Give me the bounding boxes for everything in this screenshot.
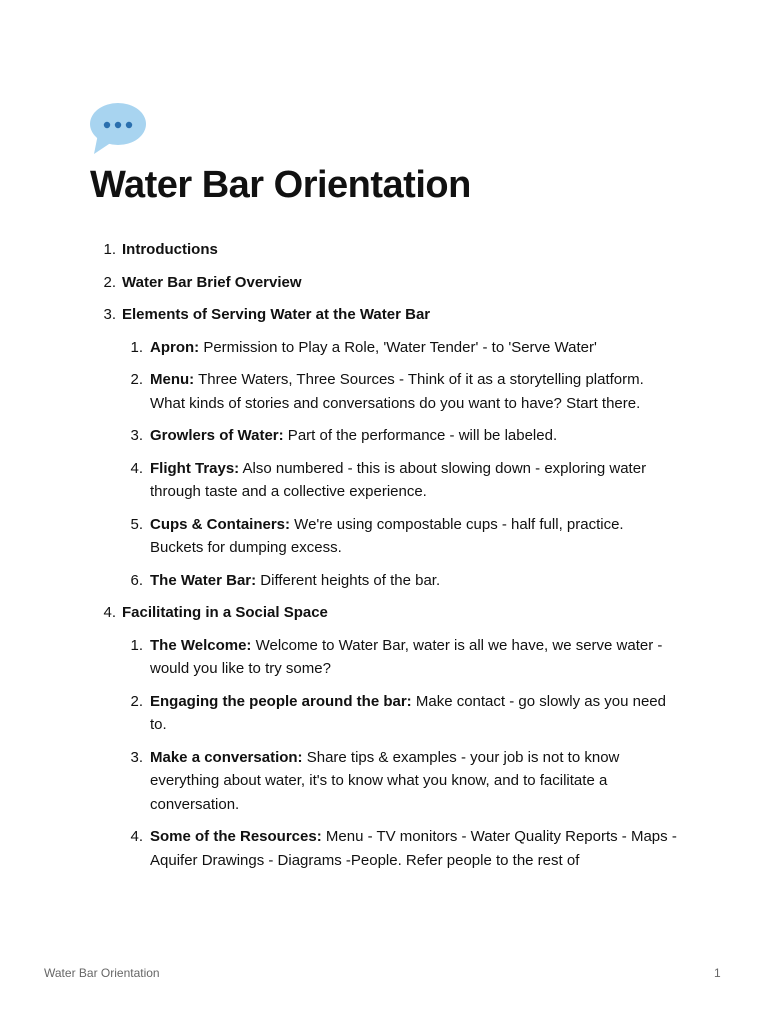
item-number: 6. <box>130 571 143 589</box>
item-text: Menu - TV monitors - Water Quality Reports - Maps - Aquifer Drawings - Diagrams -People. Refer people to the rest of <box>150 828 677 869</box>
item-text: Welcome to Water Bar, water is all we have, we serve water - would you like to try some? <box>150 636 663 677</box>
item-text: Also numbered - this is about slowing down - exploring water through taste and a collective experience. <box>150 459 647 500</box>
list-item <box>123 634 683 681</box>
item-number: 4. <box>130 459 143 477</box>
section-item <box>96 271 696 295</box>
item-label: Menu: <box>150 371 195 388</box>
item-label: Engaging the people around the bar: <box>150 692 412 710</box>
section-item <box>96 303 696 592</box>
item-label: Some of the Resources: <box>150 828 322 845</box>
list-item <box>123 569 683 593</box>
document-title: Water Bar Orientation <box>90 164 471 206</box>
section-title: Elements of Serving Water at the Water Bar <box>122 306 431 323</box>
item-number: 5. <box>130 515 143 533</box>
item-text: Three Waters, Three Sources - Think of it as a storytelling platform. What kinds of stories and conversations do you want to have? Start there. <box>150 371 644 412</box>
outline-list <box>96 238 696 881</box>
speech-bubble-icon <box>88 100 148 158</box>
subsection-list <box>96 336 683 593</box>
section-item <box>96 238 696 262</box>
item-text: Different heights of the bar. <box>256 571 441 589</box>
section-title: Introductions <box>122 241 218 258</box>
item-text: We're using compostable cups - half full, practice. Buckets for dumping excess. <box>150 515 624 556</box>
section-title: Facilitating in a Social Space <box>122 604 328 621</box>
item-number: 3. <box>130 748 143 766</box>
item-number: 4. <box>130 828 143 845</box>
item-number: 1. <box>130 636 143 654</box>
item-label: Growlers of Water: <box>150 427 284 444</box>
list-item <box>123 513 683 560</box>
list-item <box>123 368 683 415</box>
section-number: 3. <box>103 306 116 323</box>
section-number: 4. <box>103 604 116 621</box>
item-label: Make a conversation: <box>150 748 303 766</box>
page-number: 1 <box>714 966 721 980</box>
subsection-list <box>96 634 683 873</box>
item-number: 3. <box>130 427 143 444</box>
list-item <box>123 746 683 817</box>
item-number: 2. <box>130 371 143 388</box>
section-title: Water Bar Brief Overview <box>122 273 302 291</box>
item-label: The Water Bar: <box>150 571 257 589</box>
item-text: Make contact - go slowly as you need to. <box>150 692 666 733</box>
section-number: 1. <box>103 241 116 258</box>
item-number: 2. <box>130 692 143 710</box>
list-item <box>123 457 683 504</box>
item-text: Share tips & examples - your job is not to know everything about water, it's to know what you know, and to facilitate a conversation. <box>150 748 620 813</box>
item-text: Part of the performance - will be labeled. <box>283 427 558 444</box>
list-item <box>123 336 683 360</box>
item-text: Permission to Play a Role, 'Water Tender' - to 'Serve Water' <box>199 338 597 356</box>
section-item <box>96 601 696 872</box>
item-label: Apron: <box>150 338 200 356</box>
list-item <box>123 424 683 448</box>
section-number: 2. <box>103 273 116 291</box>
list-item <box>123 825 683 872</box>
item-label: Cups & Containers: <box>150 515 291 533</box>
item-label: Flight Trays: <box>150 459 240 477</box>
footer-title: Water Bar Orientation <box>44 966 160 980</box>
list-item <box>123 690 683 737</box>
item-label: The Welcome: <box>150 636 252 654</box>
item-number: 1. <box>130 338 143 356</box>
